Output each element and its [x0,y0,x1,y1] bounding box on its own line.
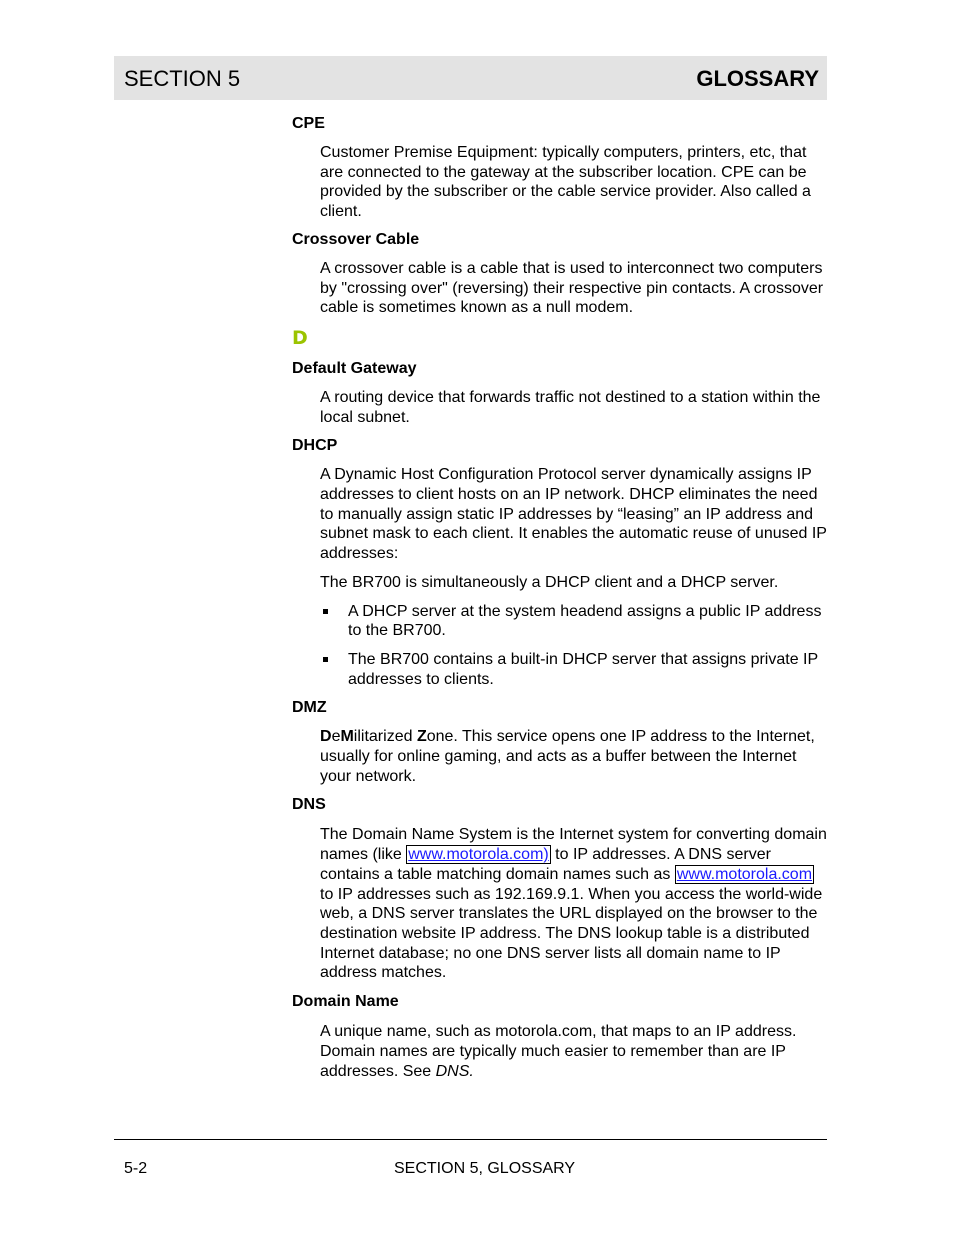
list-item [320,650,827,689]
motorola-link-2[interactable]: www.motorola.com [676,865,813,883]
list-item [320,602,827,641]
dmz-m: M [340,728,354,746]
dmz-e: e [331,728,341,746]
page-header [114,56,827,100]
def-cpe: Customer Premise Equipment: typically computers, printers, etc, that are connected to the gateway at the subscriber location. CPE can be provided by the subscriber or the cable service provider. Also called a client. [320,144,811,221]
term-dmz: DMZ [292,699,327,717]
glossary-content [292,114,827,1081]
letter-heading-d: D [292,326,308,349]
term-crossover-cable: Crossover Cable [292,230,420,248]
section-label: SECTION 5 [124,66,241,91]
bullet-text: The BR700 contains a built-in DHCP server that assigns private IP addresses to clients. [348,650,818,688]
def-crossover-cable: A crossover cable is a cable that is used to interconnect two computers by "crossing over" (reversing) their respective pin contacts. A crossover cable is sometimes known as a null modem. [320,259,824,317]
def-dhcp-note: The BR700 is simultaneously a DHCP client and a DHCP server. [320,573,779,591]
bullet-text: A DHCP server at the system headend assigns a public IP address to the BR700. [348,602,822,640]
term-default-gateway: Default Gateway [292,359,417,377]
section-title: GLOSSARY [696,66,819,91]
def-dmz [320,727,827,786]
term-cpe: CPE [292,115,325,132]
dns-text-2: to IP addresses. A DNS server contains a table matching domain names such as [320,846,771,883]
motorola-link-1[interactable]: www.motorola.com) [408,846,549,864]
term-dhcp: DHCP [292,437,338,455]
dhcp-bullet-list [292,602,827,690]
def-dhcp: A Dynamic Host Configuration Protocol server dynamically assigns IP addresses to client hosts on an IP network. DHCP eliminates the need to manually assign static IP addresses by “leasing” an IP address and subnet mask to each client. It enables the automatic reuse of unused IP addresses: [320,466,827,563]
term-domain-name: Domain Name [292,993,399,1011]
def-dns [320,825,827,983]
term-dns: DNS [292,796,326,814]
domain-text: A unique name, such as motorola.com, that maps to an IP address. Domain names are typically much easier to remember than are IP addresses. See [320,1023,797,1080]
def-domain-name [320,1022,827,1081]
dmz-rest: one. This service opens one IP address to the Internet, usually for online gaming, and acts as a buffer between the Internet your network. [320,728,815,785]
footer-title: SECTION 5, GLOSSARY [394,1160,576,1177]
footer-divider [114,1139,827,1140]
domain-see-dns: DNS. [435,1062,474,1080]
dmz-ilitarized: ilitarized [353,728,417,746]
dmz-z: Z [416,728,427,746]
dmz-d: D [320,728,332,746]
bullet-square-icon [323,609,328,614]
page-number: 5-2 [124,1160,148,1177]
dns-text-1: The Domain Name System is the Internet system for converting domain names (like [320,826,827,864]
bullet-square-icon [323,657,328,662]
def-default-gateway: A routing device that forwards traffic not destined to a station within the local subnet. [320,388,821,426]
dns-text-3: to IP addresses such as 192.169.9.1. When you access the world-wide web, a DNS server translates the URL displayed on the browser to the destination website IP address. The DNS lookup table is a distributed Internet database; no one DNS server lists all domain name to IP address matches. [320,885,823,982]
